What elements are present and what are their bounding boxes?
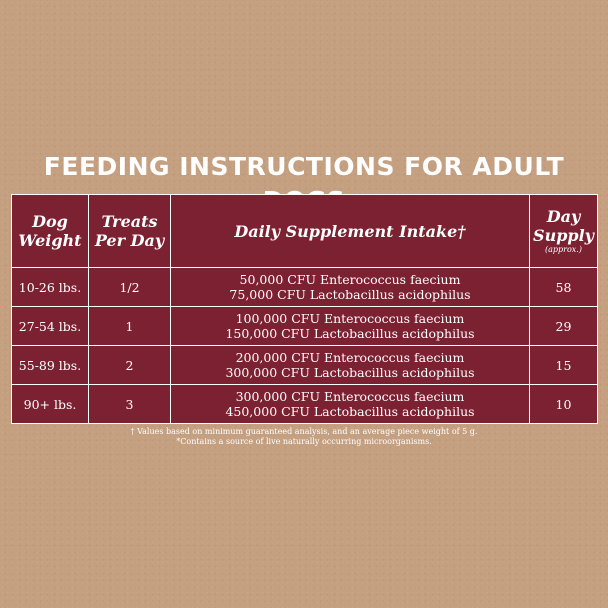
cell-dog-weight: 27-54 lbs.: [12, 307, 89, 346]
header-supply-line-2: Supply: [533, 226, 594, 245]
table-row: [12, 307, 598, 346]
cell-daily-intake: [171, 268, 530, 307]
table-row: [12, 346, 598, 385]
page-title: FEEDING INSTRUCTIONS FOR ADULT: [43, 152, 565, 181]
header-dog-weight-line-1: Dog: [32, 212, 68, 231]
footnote-values-basis: † Values based on minimum guaranteed analysis, and an average piece weight of 5 g.: [130, 427, 478, 436]
intake-line-enterococcus: 100,000 CFU Enterococcus faecium: [235, 311, 465, 326]
cell-dog-weight: 55-89 lbs.: [12, 346, 89, 385]
intake-line-enterococcus: 300,000 CFU Enterococcus faecium: [235, 389, 465, 404]
header-treats-per-day: [89, 195, 171, 268]
cell-dog-weight: 90+ lbs.: [12, 385, 89, 424]
intake-line-lactobacillus: 150,000 CFU Lactobacillus acidophilus: [225, 326, 475, 341]
header-daily-supplement-intake: Daily Supplement Intake†: [171, 195, 530, 268]
cell-day-supply: 15: [530, 346, 598, 385]
table-row: [12, 268, 598, 307]
feeding-table: [11, 194, 598, 424]
table-row: [12, 385, 598, 424]
cell-treats-per-day: 2: [89, 346, 171, 385]
header-treats-line-1: Treats: [101, 212, 158, 231]
cell-day-supply: 58: [530, 268, 598, 307]
cell-daily-intake: [171, 307, 530, 346]
intake-line-enterococcus: 50,000 CFU Enterococcus faecium: [239, 272, 461, 287]
cell-treats-per-day: 1: [89, 307, 171, 346]
cell-day-supply: 10: [530, 385, 598, 424]
cell-daily-intake: [171, 385, 530, 424]
cell-treats-per-day: 3: [89, 385, 171, 424]
header-day-supply: [530, 195, 598, 268]
cell-dog-weight: 10-26 lbs.: [12, 268, 89, 307]
footnotes: [0, 427, 608, 447]
cell-treats-per-day: 1/2: [89, 268, 171, 307]
cell-day-supply: 29: [530, 307, 598, 346]
intake-line-lactobacillus: 300,000 CFU Lactobacillus acidophilus: [225, 365, 475, 380]
footnote-live-microorganisms: *Contains a source of live naturally occurring microorganisms.: [176, 437, 432, 446]
intake-line-enterococcus: 200,000 CFU Enterococcus faecium: [235, 350, 465, 365]
header-treats-line-2: Per Day: [94, 231, 165, 250]
intake-line-lactobacillus: 75,000 CFU Lactobacillus acidophilus: [229, 287, 471, 302]
header-dog-weight: [12, 195, 89, 268]
table-header-row: [12, 195, 598, 268]
cell-daily-intake: [171, 346, 530, 385]
header-supply-line-1: Day: [546, 207, 581, 226]
intake-line-lactobacillus: 450,000 CFU Lactobacillus acidophilus: [225, 404, 475, 419]
header-supply-approx-note: (approx.): [545, 245, 582, 254]
header-dog-weight-line-2: Weight: [18, 231, 82, 250]
